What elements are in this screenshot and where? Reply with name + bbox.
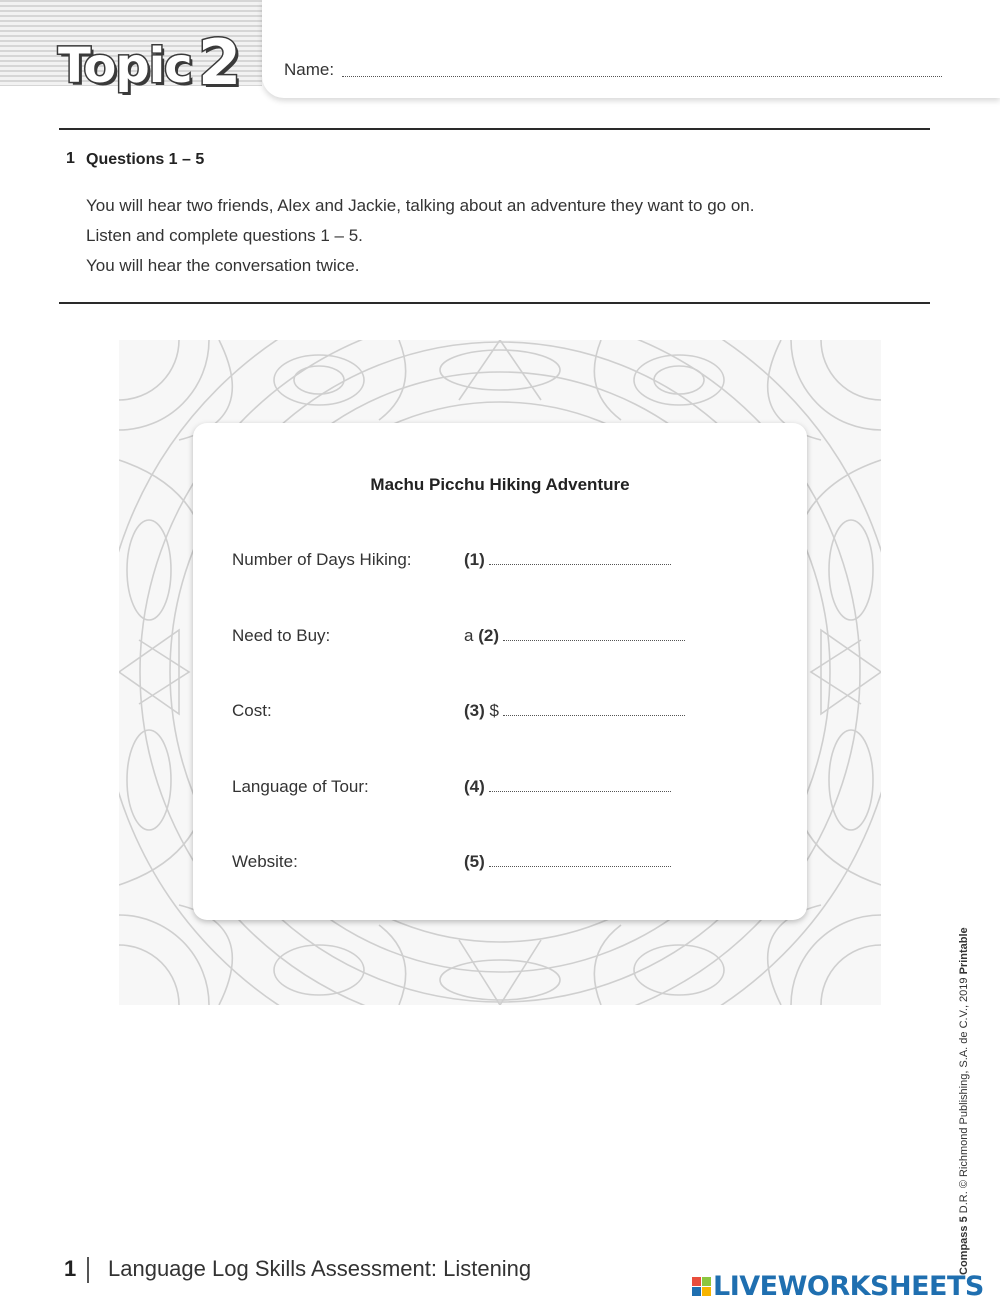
- logo-grid-icon: [692, 1277, 711, 1296]
- name-card: [262, 0, 1000, 98]
- answer-1: [464, 550, 671, 570]
- row-label: Number of Days Hiking:: [232, 550, 412, 569]
- topic-number: 2: [198, 26, 242, 99]
- name-field[interactable]: [342, 76, 942, 77]
- answer-suffix: $: [489, 701, 499, 720]
- row-label: Language of Tour:: [232, 777, 369, 796]
- series-name: Compass 5: [958, 1216, 970, 1275]
- exercise-title: Questions 1 – 5: [86, 151, 205, 168]
- answer-field-3[interactable]: [503, 701, 685, 716]
- answer-field-5[interactable]: [489, 852, 671, 867]
- answer-number: (5): [464, 852, 485, 871]
- answer-3: [464, 701, 685, 721]
- liveworksheets-logo: [692, 1271, 984, 1302]
- top-rule: [59, 128, 930, 130]
- answer-number: (3): [464, 701, 485, 720]
- answer-number: (1): [464, 550, 485, 569]
- exercise-number: 1: [66, 150, 75, 167]
- copyright-credit: [958, 927, 970, 1275]
- answer-5: [464, 852, 671, 872]
- answer-field-4[interactable]: [489, 777, 671, 792]
- answer-number: (4): [464, 777, 485, 796]
- page-number: 1: [64, 1256, 77, 1281]
- footer-title: Language Log Skills Assessment: Listening: [108, 1256, 532, 1281]
- instruction-line: You will hear the conversation twice.: [86, 256, 360, 275]
- card-title: Machu Picchu Hiking Adventure: [370, 475, 630, 494]
- answer-4: [464, 777, 671, 797]
- answer-number: (2): [478, 626, 499, 645]
- topic-title: Topic: [58, 38, 192, 94]
- answer-card: [193, 423, 807, 920]
- answer-field-2[interactable]: [503, 626, 685, 641]
- logo-text: LIVEWORKSHEETS: [713, 1271, 984, 1302]
- answer-2: [464, 626, 685, 646]
- instruction-line: Listen and complete questions 1 – 5.: [86, 226, 363, 245]
- footer-divider: [87, 1257, 89, 1283]
- instruction-line: You will hear two friends, Alex and Jackie, talking about an adventure they want to go on.: [86, 196, 755, 215]
- copyright-text: D.R. © Richmond Publishing, S.A. de C.V., 2019: [958, 977, 970, 1214]
- printable-label: Printable: [958, 927, 970, 975]
- row-label: Website:: [232, 852, 298, 871]
- row-label: Cost:: [232, 701, 272, 720]
- row-label: Need to Buy:: [232, 626, 331, 645]
- bottom-rule: [59, 302, 930, 304]
- answer-field-1[interactable]: [489, 550, 671, 565]
- answer-prefix: a: [464, 626, 474, 645]
- name-label: Name:: [284, 60, 335, 79]
